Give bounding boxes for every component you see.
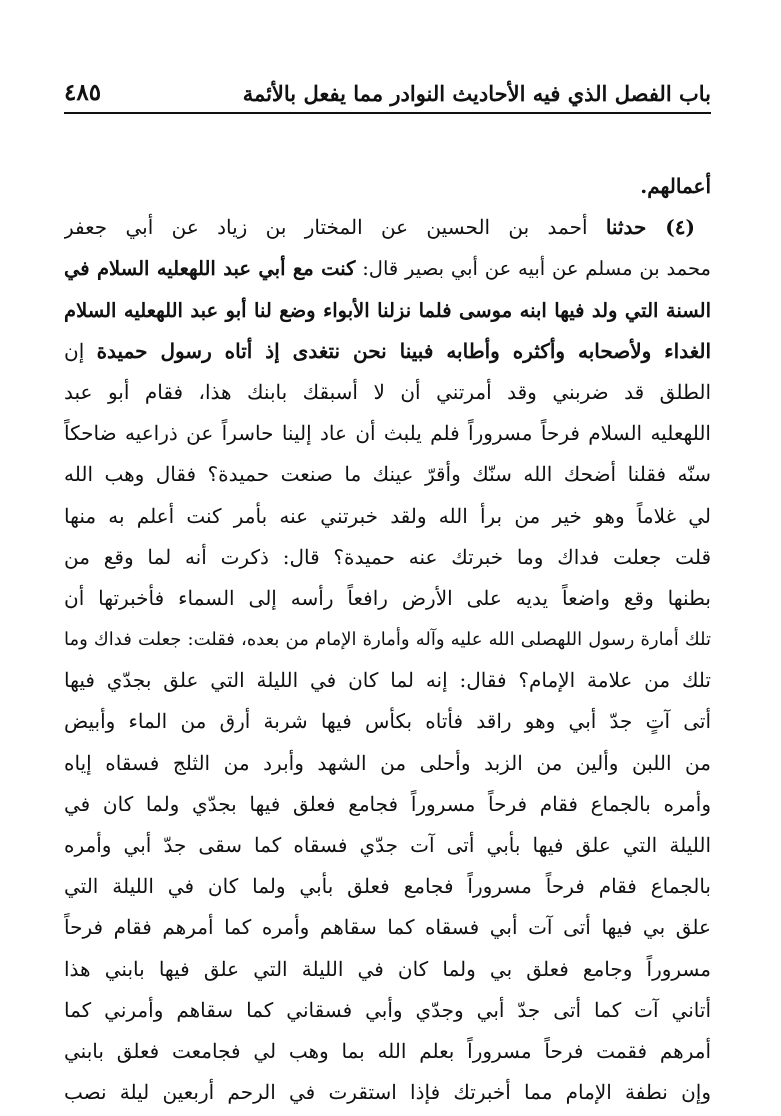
body-text — [64, 166, 711, 1113]
text-run: علق بي فيها أتى آت أبي فسقاه كما سقاهم وأمره كما أمرهم فقام فرحاً — [64, 915, 711, 940]
text-line — [64, 331, 711, 372]
text-run: وأمارة الإمام من بعده، فقلت: جعلت فداك وما — [64, 629, 416, 651]
honorific-glyph: عليه السلام — [588, 421, 684, 446]
chapter-title: باب الفصل الذي فيه الأحاديث النوادر مما يفعل بالأئمة — [242, 81, 711, 106]
honorific-glyph: صلى الله عليه وآله — [415, 629, 558, 651]
text-line — [64, 1031, 711, 1072]
text-line — [64, 372, 711, 413]
honorific-glyph: عليه السلام — [96, 257, 190, 281]
text-run: تلك من علامة الإمام؟ فقال: إنه لما كان في الليلة التي علق بجدّي فيها — [64, 668, 711, 693]
text-run: من اللبن وألين من الزبد وأحلى من الشهد وأبرد من الثلج فسقاه إياه — [64, 750, 711, 775]
text-run: أمرهم فقمت فرحاً مسروراً بعلم الله بما وهب لي فجامعت فعلق بابني — [64, 1038, 711, 1063]
text-run: بالجماع فقام فرحاً مسروراً فجامع فعلق بأبي ولما كان في الليلة التي — [64, 874, 711, 899]
text-line — [64, 496, 711, 537]
text-run: أحمد بن الحسين عن المختار بن زياد عن أبي جعفر — [64, 215, 606, 240]
text-line — [64, 660, 711, 701]
text-run: وأمره بالجماع فقام فرحاً مسروراً فجامع فعلق فيها بجدّي ولما كان في — [64, 791, 711, 816]
text-run: قلت جعلت فداك وما خبرتك عنه حميدة؟ قال: ذكرت أنه لما وقع من — [64, 544, 711, 569]
text-line — [64, 619, 711, 660]
text-line — [64, 537, 711, 578]
book-page — [64, 58, 711, 1105]
text-run: تلك أمارة رسول الله — [557, 629, 711, 651]
text-run: أعمالهم. — [640, 174, 711, 198]
text-run: السنة التي ولد فيها ابنه موسى فلما نزلنا الأبواء وضع لنا أبو عبد الله — [156, 298, 711, 322]
text-run: الطلق قد ضربني وقد أمرتني أن لا أسبقك بابنك هذا، فقام أبو عبد — [64, 379, 711, 404]
text-line — [64, 949, 711, 990]
text-run: (٤) حدثنا — [605, 215, 695, 240]
text-run: الغداء ولأصحابه وأكثره وأطابه فبينا نحن نتغدى إذ أتاه رسول حميدة — [96, 338, 711, 363]
text-line — [64, 701, 711, 742]
text-line — [64, 578, 711, 619]
text-run: كنت مع أبي عبد الله — [189, 257, 356, 281]
text-line — [64, 784, 711, 825]
text-line — [64, 454, 711, 495]
text-run: إن — [64, 338, 97, 363]
text-line — [64, 990, 711, 1031]
text-run: مسروراً وجامع فعلق بي ولما كان في الليلة التي علق فيها بابني هذا — [64, 956, 711, 981]
text-run: بطنها وقع واضعاً يديه على الأرض رافعاً رأسه إلى السماء فأخبرتها أن — [64, 585, 711, 610]
honorific-glyph: عليه السلام — [64, 298, 157, 322]
text-line — [64, 825, 711, 866]
text-run: أتى آتٍ جدّ أبي وهو راقد فأتاه بكأس فيها شربة أرق من الماء وأبيض — [64, 709, 711, 734]
text-line — [64, 413, 711, 454]
text-line — [64, 290, 711, 331]
running-head — [64, 58, 711, 114]
text-line — [64, 166, 711, 207]
text-run: محمد بن مسلم عن أبيه عن أبي بصير قال: — [355, 257, 711, 281]
text-run: في — [64, 257, 97, 281]
text-run: الله — [683, 421, 711, 446]
text-run: فرحاً مسروراً فلم يلبث أن عاد إلينا حاسراً عن ذراعيه ضاحكاً — [64, 421, 589, 446]
text-run: وإن نطفة الإمام مما أخبرتك فإذا استقرت في الرحم أربعين ليلة نصب — [64, 1080, 711, 1105]
text-line — [64, 1072, 711, 1113]
text-run: الليلة التي علق فيها بأبي أتى آت جدّي فسقاه كما سقى جدّ أبي وأمره — [64, 833, 711, 857]
text-run: سنّه فقلنا أضحك الله سنّك وأقرّ عينك ما صنعت حميدة؟ فقال وهب الله — [64, 462, 711, 487]
text-line — [64, 866, 711, 907]
text-line — [64, 248, 711, 289]
text-line — [64, 743, 711, 784]
text-line — [64, 207, 711, 248]
text-run: أتاني آت كما أتى جدّ أبي وجدّي وأبي فسقاني كما سقاهم وأمرني كما — [64, 997, 711, 1022]
text-line — [64, 907, 711, 948]
page-number: ٤٨٥ — [64, 79, 102, 106]
text-run: لي غلاماً وهو خير من برأ الله ولقد خبرتني عنه بأمر كنت أعلم به منها — [64, 503, 711, 528]
